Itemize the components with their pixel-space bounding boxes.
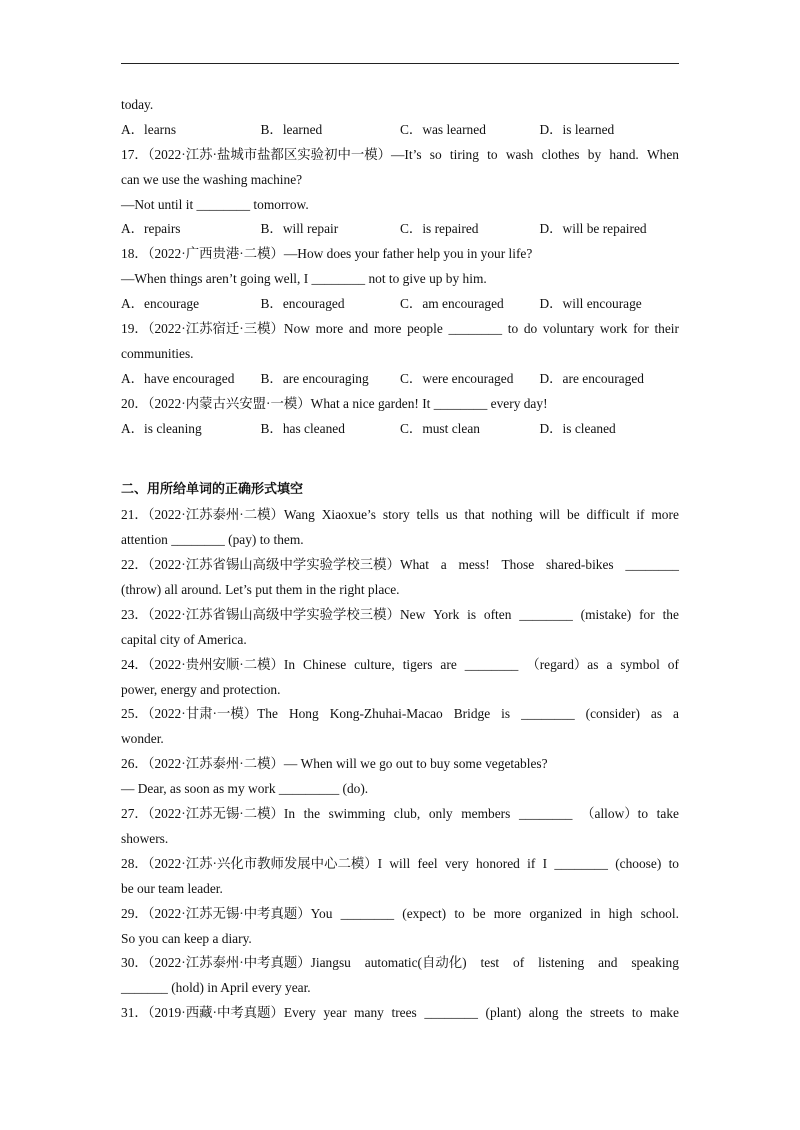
word: the bbox=[566, 1005, 583, 1021]
question-text: wonder. bbox=[121, 731, 164, 747]
question-line bbox=[121, 852, 679, 877]
question-item bbox=[121, 702, 679, 752]
word: ________ bbox=[448, 321, 503, 337]
question-line bbox=[121, 1001, 679, 1026]
answer-option: A．learns bbox=[121, 121, 177, 137]
word: club, bbox=[393, 806, 421, 822]
word: automatic(自动化) bbox=[364, 955, 467, 971]
question-line bbox=[121, 951, 679, 976]
word: trees bbox=[391, 1005, 417, 1021]
word: 24．（2022·贵州安顺·二模）In bbox=[121, 656, 296, 672]
word: along bbox=[528, 1005, 559, 1021]
question-line bbox=[121, 503, 679, 528]
word: ________ bbox=[554, 855, 608, 871]
word: I bbox=[542, 855, 548, 871]
word: is bbox=[467, 606, 477, 622]
question-item bbox=[121, 902, 679, 952]
answer-option: C．were encouraged bbox=[400, 370, 514, 386]
word: swimming bbox=[328, 806, 386, 822]
question-item bbox=[121, 317, 679, 392]
question-text: (throw) all around. Let’s put them in the right place. bbox=[121, 582, 400, 598]
question-item bbox=[121, 802, 679, 852]
options-row bbox=[121, 217, 679, 242]
word: When bbox=[647, 146, 679, 162]
answer-option: D．are encouraged bbox=[539, 370, 644, 386]
question-text: _______ (hold) in April every year. bbox=[121, 980, 311, 996]
word: us bbox=[445, 507, 458, 523]
question-text: —When things aren’t going well, I ________ not to give up by him. bbox=[121, 271, 487, 287]
word: ________ bbox=[519, 606, 573, 622]
word: as bbox=[650, 706, 663, 722]
question-line bbox=[121, 902, 679, 927]
word: Those bbox=[501, 557, 535, 573]
word: 21．（2022·江苏泰州·二模）Wang bbox=[121, 507, 315, 523]
answer-option: C．is repaired bbox=[400, 221, 479, 237]
question-line bbox=[121, 702, 679, 727]
word: school. bbox=[640, 905, 679, 921]
question-line bbox=[121, 802, 679, 827]
question-item bbox=[121, 143, 679, 243]
question-item bbox=[121, 503, 679, 553]
multiple-choice-section bbox=[121, 143, 679, 442]
answer-option: C．am encouraged bbox=[400, 296, 504, 312]
options-row bbox=[121, 417, 679, 442]
header-rule bbox=[121, 63, 679, 64]
word: will bbox=[539, 507, 561, 523]
word: clothes bbox=[541, 146, 580, 162]
word: the bbox=[303, 806, 321, 822]
word: shared-bikes bbox=[545, 557, 614, 573]
options-row bbox=[121, 367, 679, 392]
word: a bbox=[673, 706, 679, 722]
word: Xiaoxue’s bbox=[321, 507, 376, 523]
word: take bbox=[656, 806, 679, 822]
word: their bbox=[654, 321, 679, 337]
question-item bbox=[121, 752, 679, 802]
document-body bbox=[121, 93, 679, 1026]
word: and bbox=[348, 321, 369, 337]
word: 30．（2022·江苏泰州·中考真题）Jiangsu bbox=[121, 955, 351, 971]
word: Hong bbox=[288, 706, 319, 722]
word: very bbox=[444, 855, 469, 871]
word: a bbox=[440, 557, 447, 573]
word: so bbox=[429, 146, 442, 162]
question-text: power, energy and protection. bbox=[121, 681, 281, 697]
word: (mistake) bbox=[580, 606, 632, 622]
question-text: So you can keep a diary. bbox=[121, 930, 252, 946]
question-line bbox=[121, 553, 679, 578]
question-text: 26．（2022·江苏泰州·二模）— When will we go out to buy some vegetables? bbox=[121, 756, 548, 772]
word: if bbox=[636, 507, 645, 523]
word: 19．（2022·江苏宿迁·三模）Now bbox=[121, 321, 310, 337]
answer-option: D．will encourage bbox=[539, 296, 642, 312]
text-line: today. bbox=[121, 97, 154, 112]
word: in bbox=[590, 905, 601, 921]
word: organized bbox=[529, 905, 582, 921]
word: tiring bbox=[449, 146, 479, 162]
answer-option: B．encouraged bbox=[260, 296, 345, 312]
word: wash bbox=[505, 146, 534, 162]
word: for bbox=[639, 606, 655, 622]
word: more bbox=[493, 905, 522, 921]
question-text: showers. bbox=[121, 830, 169, 846]
options-row bbox=[121, 292, 679, 317]
question-item bbox=[121, 951, 679, 1001]
word: difficult bbox=[586, 507, 630, 523]
question-text: capital city of America. bbox=[121, 631, 247, 647]
word: more bbox=[315, 321, 344, 337]
word: only bbox=[428, 806, 453, 822]
word: York bbox=[433, 606, 460, 622]
section-heading: 二、用所给单词的正确形式填空 bbox=[121, 482, 304, 498]
word: ________ bbox=[464, 656, 519, 672]
word: more bbox=[373, 321, 402, 337]
word: ________ bbox=[625, 557, 679, 573]
question-item bbox=[121, 242, 679, 317]
word: feel bbox=[417, 855, 438, 871]
answer-option: B．are encouraging bbox=[260, 370, 369, 386]
word: hand. bbox=[609, 146, 639, 162]
word: year bbox=[323, 1005, 347, 1021]
answer-option: D．is learned bbox=[539, 121, 615, 137]
question-item bbox=[121, 553, 679, 603]
word: the bbox=[662, 606, 679, 622]
word: work bbox=[599, 321, 628, 337]
question-text: 20．（2022·内蒙古兴安盟·一模）What a nice garden! It ________ every day! bbox=[121, 395, 548, 411]
word: and bbox=[598, 955, 618, 971]
answer-option: D．is cleaned bbox=[539, 420, 616, 436]
word: symbol bbox=[620, 656, 660, 672]
word: will bbox=[389, 855, 411, 871]
word: culture, bbox=[354, 656, 395, 672]
word: voluntary bbox=[542, 321, 595, 337]
word: nothing bbox=[491, 507, 533, 523]
word: 29．（2022·江苏无锡·中考真题）You bbox=[121, 905, 333, 921]
word: 23．（2022·江苏省锡山高级中学实验学校三模）New bbox=[121, 606, 426, 622]
word: is bbox=[501, 706, 511, 722]
answer-option: D．will be repaired bbox=[539, 221, 647, 237]
word: for bbox=[633, 321, 649, 337]
answer-option: B．will repair bbox=[260, 221, 339, 237]
word: 25．（2022·甘肃·一模）The bbox=[121, 706, 278, 722]
word: to bbox=[507, 321, 519, 337]
question-item bbox=[121, 1001, 679, 1026]
word: (plant) bbox=[485, 1005, 522, 1021]
word: 31．（2019·西藏·中考真题）Every bbox=[121, 1005, 316, 1021]
answer-option: A．encourage bbox=[121, 296, 200, 312]
word: （regard）as bbox=[526, 656, 599, 672]
question-text: can we use the washing machine? bbox=[121, 171, 303, 187]
word: a bbox=[606, 656, 613, 672]
word: people bbox=[407, 321, 443, 337]
word: to bbox=[487, 146, 498, 162]
answer-option: A．is cleaning bbox=[121, 420, 202, 436]
answer-option: A．repairs bbox=[121, 221, 181, 237]
options-row bbox=[121, 118, 679, 143]
word: high bbox=[608, 905, 633, 921]
question-line bbox=[121, 603, 679, 628]
word: to bbox=[668, 855, 679, 871]
word: (expect) bbox=[402, 905, 447, 921]
question-text: 18．（2022·广西贵港·二模）—How does your father help you in your life? bbox=[121, 246, 533, 262]
word: make bbox=[649, 1005, 679, 1021]
answer-option: C．must clean bbox=[400, 420, 480, 436]
word: honored bbox=[475, 855, 520, 871]
word: many bbox=[354, 1005, 384, 1021]
word: Bridge bbox=[453, 706, 491, 722]
word: story bbox=[382, 507, 410, 523]
answer-option: B．learned bbox=[260, 121, 323, 137]
question-text: —Not until it ________ tomorrow. bbox=[121, 196, 309, 212]
word: if bbox=[527, 855, 536, 871]
word: more bbox=[651, 507, 679, 523]
word: do bbox=[523, 321, 538, 337]
word: tigers bbox=[402, 656, 433, 672]
answer-option: B．has cleaned bbox=[260, 420, 345, 436]
question-text: attention ________ (pay) to them. bbox=[121, 532, 304, 548]
word: be bbox=[567, 507, 580, 523]
word: 28．（2022·江苏·兴化市教师发展中心二模）I bbox=[121, 855, 383, 871]
word: be bbox=[472, 905, 486, 921]
word: ________ bbox=[424, 1005, 478, 1021]
word: ________ bbox=[340, 905, 395, 921]
question-item bbox=[121, 653, 679, 703]
question-item bbox=[121, 603, 679, 653]
section-gap bbox=[121, 441, 679, 478]
word: are bbox=[440, 656, 457, 672]
fill-in-section bbox=[121, 503, 679, 1026]
answer-option: A．have encouraged bbox=[121, 370, 235, 386]
word: tells bbox=[416, 507, 439, 523]
word: ________ bbox=[518, 806, 573, 822]
word: to bbox=[454, 905, 465, 921]
word: by bbox=[587, 146, 602, 162]
word: often bbox=[483, 606, 512, 622]
word: of bbox=[667, 656, 679, 672]
word: ________ bbox=[521, 706, 575, 722]
word: 22．（2022·江苏省锡山高级中学实验学校三模）What bbox=[121, 557, 429, 573]
word: 27．（2022·江苏无锡·二模）In bbox=[121, 806, 296, 822]
word: Chinese bbox=[303, 656, 347, 672]
question-text: communities. bbox=[121, 345, 194, 361]
answer-option: C．was learned bbox=[400, 121, 486, 137]
question-line bbox=[121, 143, 679, 168]
word: to bbox=[631, 1005, 643, 1021]
word: test bbox=[480, 955, 500, 971]
question-text: be our team leader. bbox=[121, 880, 223, 896]
word: mess! bbox=[458, 557, 490, 573]
word: (choose) bbox=[615, 855, 662, 871]
word: that bbox=[464, 507, 485, 523]
word: 17．（2022·江苏·盐城市盐都区实验初中一模）—It’s bbox=[121, 146, 422, 162]
word: (consider) bbox=[585, 706, 640, 722]
question-item bbox=[121, 392, 679, 442]
word: （allow）to bbox=[581, 806, 649, 822]
question-item bbox=[121, 852, 679, 902]
word: streets bbox=[590, 1005, 625, 1021]
word: Kong-Zhuhai-Macao bbox=[329, 706, 443, 722]
word: listening bbox=[538, 955, 585, 971]
word: members bbox=[461, 806, 511, 822]
word: of bbox=[513, 955, 525, 971]
word: speaking bbox=[631, 955, 679, 971]
question-line bbox=[121, 317, 679, 342]
question-line bbox=[121, 653, 679, 678]
question-text: — Dear, as soon as my work _________ (do). bbox=[121, 781, 369, 797]
